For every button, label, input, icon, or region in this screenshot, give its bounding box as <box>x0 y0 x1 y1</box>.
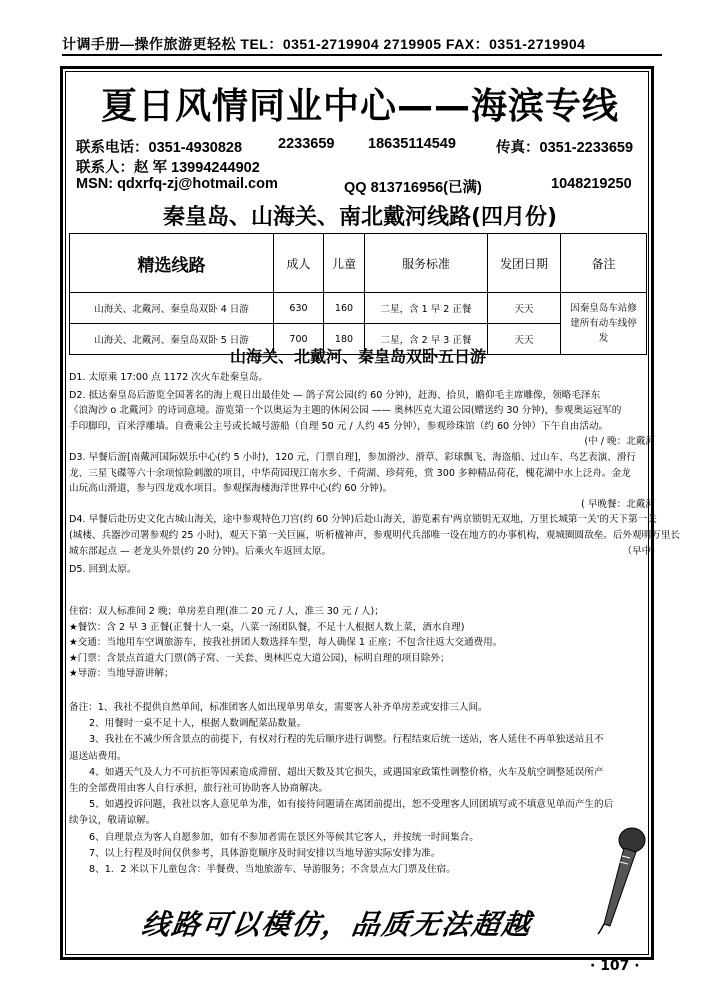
mobile: 18635114549 <box>368 136 456 152</box>
itinerary-line: D2. 抵达秦皇岛后游览全国著名的海上观日出最佳处 — 鸽子窝公园(约 60 分钟)，赶海、拾贝，瞻仰毛主席雕像，领略毛泽东 <box>69 389 601 401</box>
details <box>69 604 655 682</box>
note-line: 2、用餐时一桌不足十人，根据人数调配菜品数量。 <box>89 718 307 730</box>
itinerary-line: D5. 回到太原。 <box>69 564 137 576</box>
header-service: 服务标准 <box>365 234 488 293</box>
top-banner: 计调手册—操作旅游更轻松 TEL：0351-2719904 2719905 FAX：0351-2719904 <box>62 34 662 56</box>
cell-date: 天天 <box>488 324 561 355</box>
itinerary-line: 《浪淘沙 o 北戴河》的诗词意境。游览第一个以奥运为主题的休闲公园 —— 奥林匹克大道公园(赠送约 30 分钟)，参观奥运冠军的 <box>69 405 622 417</box>
itinerary-line: （早中) <box>622 545 655 557</box>
itinerary-line: (城楼、兵器沙司署参观约 25 小时)，观天下第一关巨匾，听析楹神声，参观明代兵部唯一设在地方的办事机构，观城圈圆敌垒。后外观明万里长 <box>69 529 681 541</box>
itinerary-line: D3. 早餐后游[南戴河国际娱乐中心(约 5 小时)，120 元，门票自理]，参加滑沙、滑草、彩球飘飞、海盗船、过山车、乌艺表演、滑行 <box>69 451 636 463</box>
msn: MSN: qdxrfq-zj@hotmail.com <box>76 176 278 192</box>
detail-line: ★门票：含景点首道大门票(鸽子窝、一关套、奥林匹克大道公园)，标明自理的项目除外； <box>69 652 450 664</box>
cell-adult: 700 <box>274 324 324 355</box>
note-line: 6、自理景点为客人自愿参加，如有不参加者需在景区外等候其它客人，并按统一时间集合。 <box>89 831 479 843</box>
itinerary <box>69 370 681 578</box>
table-row <box>70 293 647 324</box>
itinerary-line: D1. 太原乘 17:00 点 1172 次火车赴秦皇岛。 <box>69 372 268 383</box>
cell-route: 山海关、北戴河、秦皇岛双卧 4 日游 <box>70 293 274 324</box>
note-line: 4、如遇天气及人力不可抗拒等因素造成滞留、超出天数及其它损失，或遇国家政策性调整价格，火车及航空调整延误所产 <box>89 766 604 778</box>
itinerary-line: 手印脚印，百米浮雕墙。自费乘公主号或长城号游船（自理 50 元 / 人约 45 分钟），参观珍珠馆（约 60 分钟）下午自由活动。 <box>69 420 609 432</box>
page-number: · 107 · <box>590 958 640 974</box>
itinerary-title: 山海关、北戴河、秦皇岛双卧五日游 <box>229 347 486 366</box>
note-line: 退送站费用。 <box>69 750 127 762</box>
qq2: 1048219250 <box>551 176 632 192</box>
cell-service: 二星，含 1 早 2 正餐 <box>365 293 488 324</box>
route-table <box>69 233 647 355</box>
cell-child: 180 <box>324 324 365 355</box>
phone: 联系电话：0351-4930828 <box>76 140 243 156</box>
note-line: 生的全部费用由客人自行承担，旅行社可协助客人协商解决。 <box>69 783 329 795</box>
cell-date: 天天 <box>488 293 561 324</box>
header-route: 精选线路 <box>70 234 274 293</box>
note-line: 7、以上行程及时间仅供参考，具体游览顺序及时间安排以当地导游实际安排为准。 <box>89 847 441 859</box>
table-header-row <box>70 234 647 293</box>
header-adult: 成人 <box>274 234 324 293</box>
fax: 传真：0351-2233659 <box>496 140 634 156</box>
microphone-icon <box>596 826 646 936</box>
header-note: 备注 <box>561 234 647 293</box>
detail-line: ★餐饮：含 2 早 3 正餐(正餐十人一桌，八菜一汤团队餐，不足十人根据人数上菜，酒水自理) <box>69 621 465 633</box>
itinerary-line: ( 早晚餐：北戴河 <box>581 498 655 510</box>
itinerary-line: D4. 早餐后赴历史文化古城山海关，途中参观特色刀宫(约 60 分钟)后赴山海关，游览素有'两京锁钥无双地，万里长城第一关'的天下第一关 <box>69 514 657 526</box>
cell-service: 二星，含 2 早 3 正餐 <box>365 324 488 355</box>
notes <box>69 700 655 878</box>
cell-route: 山海关、北戴河、秦皇岛双卧 5 日游 <box>70 324 274 355</box>
cell-note: 因秦皇岛车站修建所有动车线停发 <box>561 293 647 355</box>
header-child: 儿童 <box>324 234 365 293</box>
note-line: 8、1．2 米以下儿童包含：半餐费、当地旅游车、导游服务；不含景点大门票及住宿。 <box>89 864 456 876</box>
phone2: 2233659 <box>278 136 335 152</box>
note-line: 3、我社在不减少所含景点的前提下，有权对行程的先后顺序进行调整。行程结束后统一送站，客人延住不再单独送站且不 <box>89 734 604 746</box>
header-date: 发团日期 <box>488 234 561 293</box>
note-line: 5、如遇投诉问题，我社以客人意见单为准，如有接待问题请在离团前提出，恕不受理客人回团填写或不填意见单而产生的后 <box>89 799 614 811</box>
detail-line: 住宿：双人标准间 2 晚；单房差自理(准二 20 元 / 人，准三 30 元 / 人)； <box>69 606 384 617</box>
itinerary-line: (中 / 晚：北戴河 <box>584 436 655 448</box>
cell-adult: 630 <box>274 293 324 324</box>
slogan: 线路可以模仿，品质无法超越 <box>139 908 535 941</box>
itinerary-line: 山玩高山滑道，参与四龙戏水项目。参观探海楼海洋世界中心(约 60 分钟)。 <box>69 483 393 495</box>
route-subtitle: 秦皇岛、山海关、南北戴河线路(四月份) <box>162 205 558 230</box>
qq: QQ 813716956(已满) <box>344 180 482 196</box>
itinerary-line: 龙、三星飞碟等六十余项惊险刺激的项目，中华荷园现江南水乡、千荷湖、珍荷苑，赏 300 多种精品荷花，槐花湖中水上泛舟。金龙 <box>69 467 631 479</box>
contact-person: 联系人：赵 军 13994244902 <box>76 160 260 176</box>
note-line: 续争议，敬请谅解。 <box>69 815 156 827</box>
detail-line: ★交通：当地用车空调旅游车，按我社拼团人数选择车型，每人确保 1 正座；不包含往返大交通费用。 <box>69 637 503 649</box>
itinerary-line: 城东部起点 — 老龙头外景(约 20 分钟)。后乘火车返回太原。 <box>69 545 332 557</box>
detail-line: ★导游：当地导游讲解； <box>69 668 174 680</box>
cell-child: 160 <box>324 293 365 324</box>
note-line: 备注：1、我社不提供自然单间，标准团客人如出现单男单女，需要客人补齐单房差或安排三人间。 <box>69 702 488 713</box>
page-title: 夏日风情同业中心——海滨专线 <box>100 86 619 127</box>
